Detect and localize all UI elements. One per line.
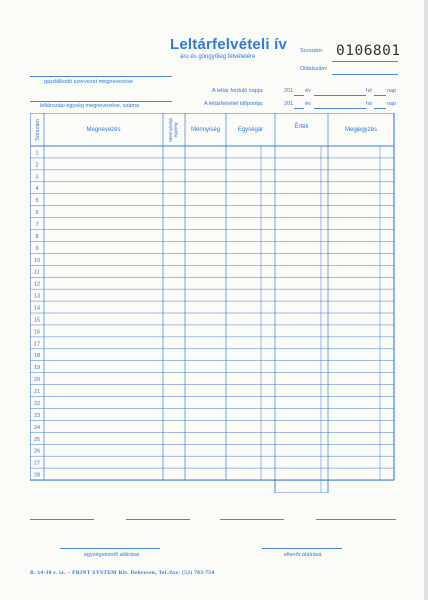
row-number: 2	[35, 162, 39, 169]
manager-signature-label: egységvezető aláírása	[84, 552, 140, 558]
row-number: 23	[33, 412, 41, 419]
row-number: 9	[35, 245, 39, 252]
row-number: 28	[33, 472, 41, 479]
signature-line-1[interactable]	[30, 519, 94, 520]
row-number: 15	[33, 317, 41, 324]
column-header-serial: Sorszám	[35, 119, 41, 141]
row-number: 16	[33, 329, 41, 336]
turning-year-field[interactable]	[294, 95, 304, 96]
row-number: 12	[33, 281, 41, 288]
turning-day-field[interactable]	[374, 95, 386, 96]
turning-year-suffix: év	[305, 88, 311, 94]
storage-unit-field[interactable]	[30, 101, 172, 102]
page-number-label: Oldalszám:	[300, 66, 328, 72]
column-header-unit: Mennyiségi	[168, 118, 173, 142]
manager-signature-field[interactable]	[60, 548, 160, 549]
storage-unit-label: leltározási egység megnevezése, száma	[40, 103, 140, 109]
column-header-unit-line2: egység	[173, 122, 178, 138]
company-name-label: gazdálkodó szervezet megnevezése	[44, 79, 133, 85]
row-number: 19	[33, 365, 41, 372]
page-number-field[interactable]	[332, 74, 398, 75]
column-header-quantity: Mennyiség	[190, 127, 221, 133]
signature-line-4[interactable]	[316, 519, 396, 520]
column-header-unit-price: Egységár	[237, 127, 264, 133]
company-name-field[interactable]	[30, 76, 172, 77]
row-number: 25	[33, 436, 41, 443]
row-number: 7	[35, 222, 39, 229]
survey-month-field[interactable]	[314, 108, 366, 109]
row-number: 13	[33, 293, 41, 300]
serial-number: 0106801	[336, 43, 401, 59]
row-number: 18	[33, 353, 41, 360]
column-header-remark: Megjegyzés	[344, 127, 378, 133]
row-number: 26	[33, 448, 41, 455]
row-number: 1	[35, 150, 39, 157]
row-number: 22	[33, 400, 41, 407]
survey-day-field[interactable]	[374, 108, 386, 109]
turning-date-label: A leltár forduló napja:	[212, 88, 264, 94]
turning-month-suffix: hó	[366, 88, 373, 94]
row-number: 14	[33, 305, 41, 312]
survey-date-label: A leltárfelvétel időpontja:	[204, 101, 264, 107]
serial-line	[332, 61, 398, 62]
form-subtitle: áru és göngyöleg felvételére	[180, 54, 256, 60]
serial-label: Sorszám:	[300, 48, 324, 54]
row-number: 27	[33, 460, 41, 467]
survey-year-field[interactable]	[294, 108, 304, 109]
survey-year-prefix: 201	[284, 101, 294, 107]
row-number: 3	[35, 174, 39, 181]
row-number: 4	[35, 186, 39, 193]
auditor-signature-label: ellenőr aláírása	[284, 552, 322, 558]
row-number: 24	[33, 424, 41, 431]
column-header-value: Érték	[294, 124, 309, 130]
turning-day-suffix: nap	[387, 88, 397, 94]
row-number: 21	[33, 389, 41, 396]
column-header-name: Megnevezés	[86, 127, 121, 133]
row-number: 6	[35, 210, 39, 217]
row-number: 17	[33, 341, 41, 348]
turning-year-prefix: 201	[284, 88, 294, 94]
survey-year-suffix: év	[305, 101, 311, 107]
row-number: 8	[35, 233, 39, 240]
form-title: Leltárfelvételi ív	[170, 36, 287, 53]
inventory-table	[30, 113, 400, 493]
row-number: 10	[33, 257, 41, 264]
row-number: 20	[33, 377, 41, 384]
row-number: 5	[35, 198, 39, 205]
turning-month-field[interactable]	[314, 95, 366, 96]
signature-line-2[interactable]	[126, 519, 190, 520]
row-number: 11	[34, 269, 40, 276]
auditor-signature-field[interactable]	[262, 548, 342, 549]
printer-imprint: B. 14-30 r. sz. – PRINT SYSTEM Kft. Debrecen, Tel./fax: (52) 783-754	[30, 570, 215, 576]
survey-month-suffix: hó	[366, 101, 373, 107]
survey-day-suffix: nap	[387, 101, 397, 107]
signature-line-3[interactable]	[220, 519, 284, 520]
value-total-box[interactable]	[275, 480, 328, 493]
